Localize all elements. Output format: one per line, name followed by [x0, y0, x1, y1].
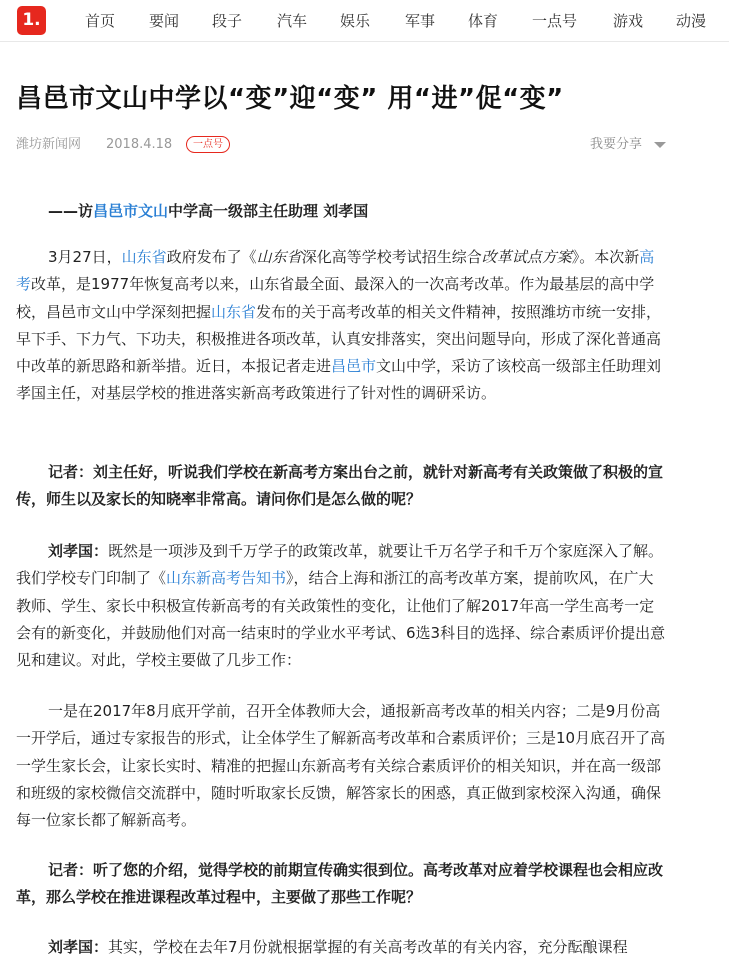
text-run: 一是在2017年8月底开学前，召开全体教师大会，通报新高考改革的相关内容；二是9月份高一开学后，通过专家报告的形式，让全体学生了解新高考改革和合素质评价；三是10月底召开了高一学生家长会，让家长实时、精准的把握山东新高考有关综合素质评价的相关知识，并在高一级部和班级的家校微信交流群中，随时听取家长反馈，解答家长的困惑，真正做到家校深入沟通，确保每一位家长都了解新高考。 — [16, 702, 666, 830]
link-shandong-gaokao-notice[interactable]: 山东新高考告知书 — [166, 569, 287, 588]
paragraph-intro — [16, 244, 668, 408]
text-run: 改革，是1977年恢复高考以来，山东省最全面、最深入的一次高考改革。作为最基层的高中学校，昌邑市文山中学深刻把握 — [16, 275, 655, 321]
text-run: 其实，学校在去年7月份就根据掌握的有关高考改革的有关内容，充分酝酿课程 — [108, 938, 628, 956]
italic-run: 改革 — [481, 248, 512, 266]
text-run: 3月27日， — [48, 248, 122, 266]
link-shandong-province[interactable]: 山东省 — [121, 248, 167, 266]
text-run: 深化高等学校考试招生综合 — [301, 248, 482, 266]
link-changyi-city[interactable]: 昌邑市 — [331, 357, 377, 376]
article-date: 2018.4.18 — [106, 137, 173, 152]
article-title: 昌邑市文山中学以“变”迎“变” 用“进”促“变” — [16, 84, 564, 114]
nav-item-anime[interactable]: 动漫 — [676, 12, 707, 30]
speaker-label: 刘孝国： — [48, 938, 109, 956]
text-run: 政府发布了《 — [166, 248, 257, 266]
paragraph-reporter-question-2 — [16, 857, 668, 912]
nav-item-military[interactable]: 军事 — [405, 12, 436, 30]
app-logo[interactable] — [17, 6, 46, 35]
speaker-label: 刘孝国： — [48, 542, 109, 560]
speaker-label: 记者： — [48, 463, 94, 481]
text-run: 既然是一项涉及到千万学子的政策改革，就要让千万名学子和千万个家庭深入了解。我们学校专门印制了《 — [16, 542, 664, 588]
logo-text: 1. — [22, 10, 41, 30]
paragraph-steps — [16, 698, 668, 834]
paragraph-answer-2 — [16, 934, 668, 961]
top-nav-bar — [0, 0, 729, 42]
yidianhao-badge: 一点号 — [186, 136, 230, 153]
text-run: 发布的关于高考改革的相关文件精神，按照潍坊市统一安排，早下手、下力气、下功夫，积极推进各项改革，认真安排落实，突出问题导向，形成了深化普通高中改革的新思路和新举措。近日，本报记者走进 — [16, 302, 662, 376]
link-changyi-wenshan[interactable]: 昌邑市文山 — [93, 202, 169, 220]
paragraph-answer-1 — [16, 538, 668, 674]
text-run: 》。本次新 — [571, 248, 640, 266]
article-source[interactable]: 潍坊新闻网 — [16, 137, 82, 152]
italic-run: 山东省 — [256, 248, 302, 266]
link-gaokao[interactable]: 高考 — [16, 248, 655, 294]
paragraph-reporter-question-1 — [16, 459, 668, 514]
text-run: 文山中学，采访了该校高一级部主任助理刘孝国主任，对基层学校的推进落实新高考政策进行了针对性的调研采访。 — [16, 357, 662, 403]
nav-item-sports[interactable]: 体育 — [468, 12, 499, 30]
share-button[interactable]: 我要分享 — [590, 137, 643, 152]
nav-item-games[interactable]: 游戏 — [613, 12, 644, 30]
link-shandong-province[interactable]: 山东省 — [211, 302, 257, 321]
subtitle-rest: 中学高一级部主任助理 刘孝国 — [168, 202, 369, 220]
question-text: 听了您的介绍，觉得学校的前期宣传确实很到位。高考改革对应着学校课程也会相应改革，那么学校在推进课程改革过程中，主要做了那些工作呢？ — [16, 861, 664, 907]
nav-item-yidianhao[interactable]: 一点号 — [532, 12, 578, 30]
article-subtitle — [48, 198, 668, 225]
question-text: 刘主任好，听说我们学校在新高考方案出台之前，就针对新高考有关政策做了积极的宣传，师生以及家长的知晓率非常高。请问你们是怎么做的呢？ — [16, 463, 664, 509]
nav-item-auto[interactable]: 汽车 — [277, 12, 308, 30]
nav-item-entertainment[interactable]: 娱乐 — [340, 12, 371, 30]
nav-item-jokes[interactable]: 段子 — [212, 12, 243, 30]
subtitle-prefix: ——访 — [48, 202, 94, 220]
nav-item-headlines[interactable]: 要闻 — [149, 12, 180, 30]
italic-run: 试点方案 — [511, 248, 572, 266]
chevron-down-icon[interactable] — [654, 142, 666, 148]
speaker-label: 记者： — [48, 861, 94, 879]
nav-item-home[interactable]: 首页 — [85, 12, 116, 30]
text-run: 》，结合上海和浙江的高考改革方案，提前吹风，在广大教师、学生、家长中积极宣传新高考的有关政策性的变化，让他们了解2017年高一学生高考一定会有的新变化，并鼓励他们对高一结束时的学业水平考试、6选3科目的选择、综合素质评价提出意见和建议。对此，学校主要做了几步工作： — [16, 569, 666, 670]
